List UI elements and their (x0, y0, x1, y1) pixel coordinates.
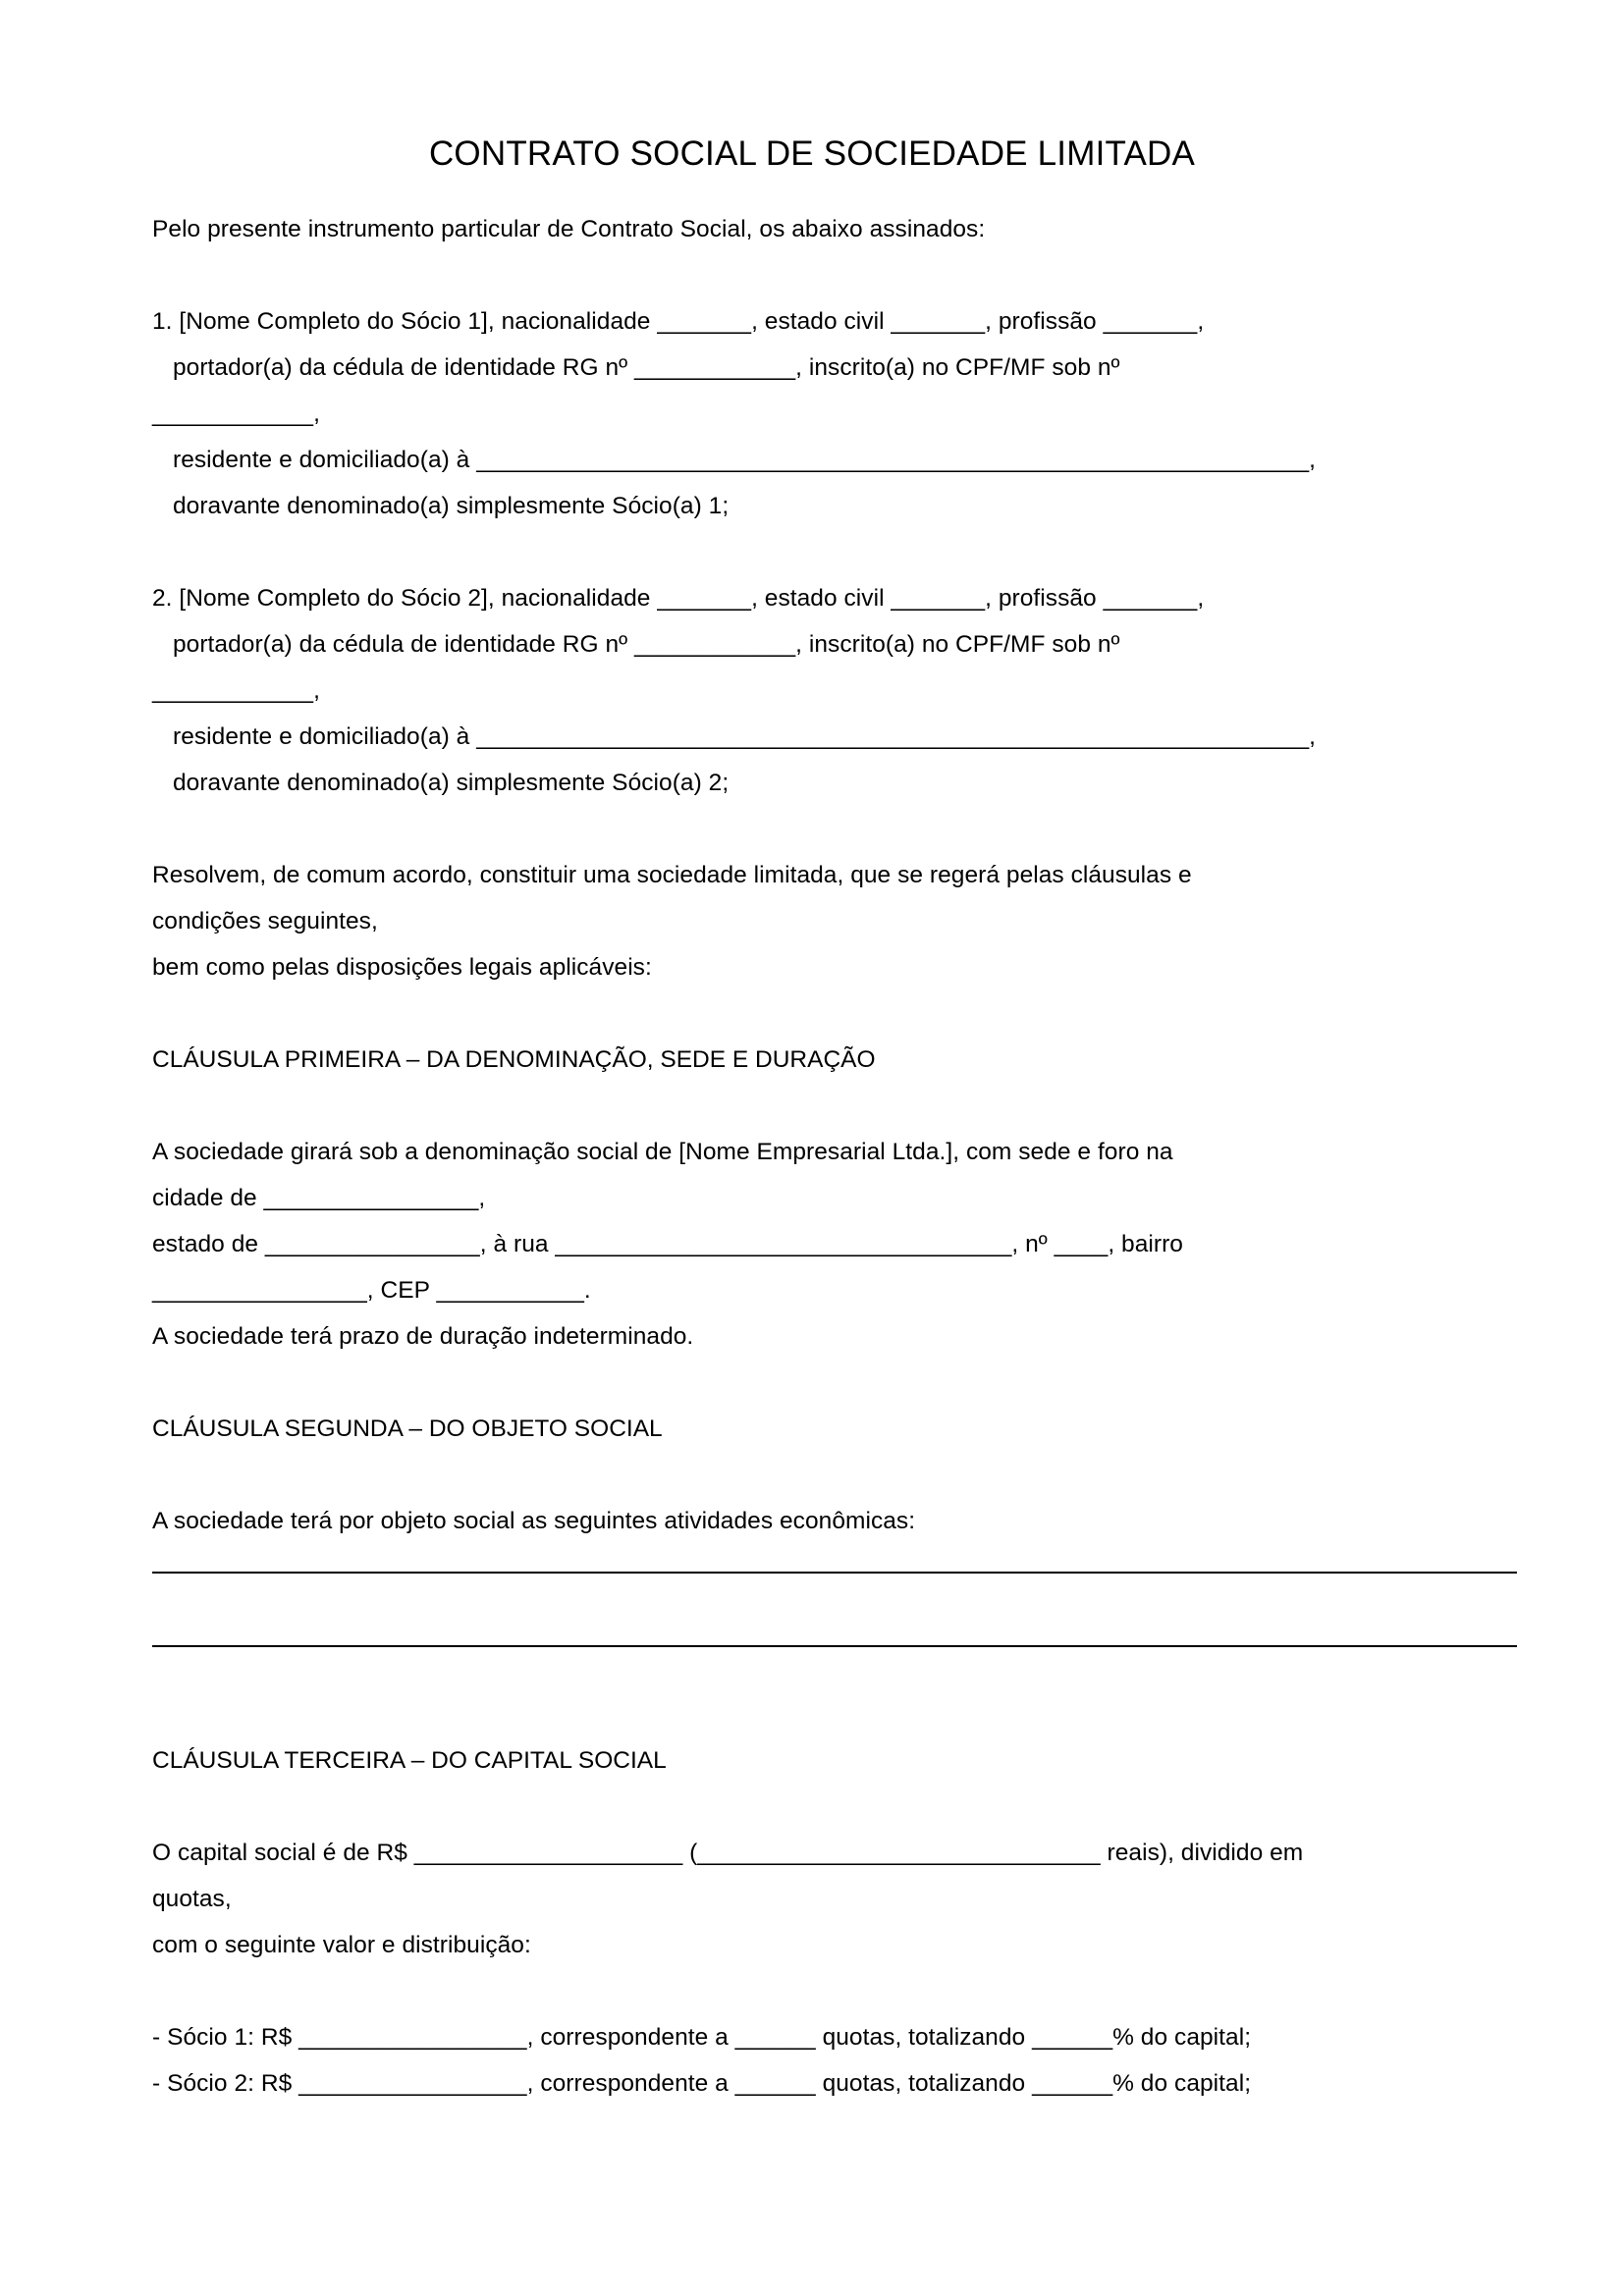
objeto-social-rule-2-wrap (152, 1645, 1527, 1691)
resolvem-line-3: bem como pelas disposições legais aplicáveis: (152, 954, 652, 981)
socio-1-line-1: 1. [Nome Completo do Sócio 1], nacionalidade _______, estado civil _______, profissão _______, (152, 308, 1205, 335)
socio-2-line-1: 2. [Nome Completo do Sócio 2], nacionalidade _______, estado civil _______, profissão _______, (152, 585, 1205, 612)
spacer (152, 1452, 1527, 1498)
objeto-social-rule-1 (152, 1572, 1517, 1574)
spacer (152, 1360, 1527, 1406)
spacer (152, 990, 1527, 1037)
socio-2-line-3: ____________, (152, 677, 320, 704)
clausula-primeira-heading: CLÁUSULA PRIMEIRA – DA DENOMINAÇÃO, SEDE E DURAÇÃO (152, 1046, 876, 1073)
clausula-primeira-line-1: A sociedade girará sob a denominação social de [Nome Empresarial Ltda.], com sede e foro na (152, 1139, 1173, 1165)
resolvem-block (152, 852, 1527, 990)
spacer (152, 1691, 1527, 1737)
page-title: CONTRATO SOCIAL DE SOCIEDADE LIMITADA (428, 134, 1196, 174)
clausula-terceira-line-3: com o seguinte valor e distribuição: (152, 1932, 531, 1958)
spacer (152, 252, 1527, 298)
clausula-primeira-line-5: A sociedade terá prazo de duração indeterminado. (152, 1323, 694, 1350)
clausula-segunda-heading: CLÁUSULA SEGUNDA – DO OBJETO SOCIAL (152, 1415, 663, 1442)
socio-2-line-5: doravante denominado(a) simplesmente Sócio(a) 2; (173, 770, 730, 796)
clausula-terceira-line-1: O capital social é de R$ ____________________ (______________________________ reais), dividido em (152, 1840, 1304, 1866)
spacer (152, 1784, 1527, 1830)
intro-paragraph: Pelo presente instrumento particular de Contrato Social, os abaixo assinados: (152, 216, 986, 242)
socio-2-line-2: portador(a) da cédula de identidade RG nº ____________, inscrito(a) no CPF/MF sob nº (173, 631, 1120, 658)
spacer (152, 529, 1527, 575)
clausula-primeira-line-2: cidade de ________________, (152, 1185, 486, 1211)
clausula-primeira-line-3: estado de ________________, à rua __________________________________, nº ____, bairro (152, 1231, 1183, 1257)
spacer (152, 1083, 1527, 1129)
objeto-social-rule-1-wrap (152, 1572, 1527, 1618)
clausula-segunda-block (152, 1406, 1527, 1691)
spacer (152, 1968, 1527, 2014)
document-body (152, 206, 1527, 2107)
resolvem-line-1: Resolvem, de comum acordo, constituir uma sociedade limitada, que se regerá pelas cláusulas e (152, 862, 1192, 888)
clausula-terceira-line-2: quotas, (152, 1886, 232, 1912)
clausula-segunda-line-1: A sociedade terá por objeto social as seguintes atividades econômicas: (152, 1508, 916, 1534)
clausula-terceira-heading: CLÁUSULA TERCEIRA – DO CAPITAL SOCIAL (152, 1747, 667, 1774)
socio-2-line-4: residente e domiciliado(a) à ______________________________________________________________, (173, 723, 1316, 750)
socio-1-line-5: doravante denominado(a) simplesmente Sócio(a) 1; (173, 493, 730, 519)
socio-1-line-3: ____________, (152, 400, 320, 427)
clausula-terceira-block (152, 1737, 1527, 2107)
clausula-primeira-line-4: ________________, CEP ___________. (152, 1277, 591, 1304)
socio-1-quotas-line: - Sócio 1: R$ _________________, correspondente a ______ quotas, totalizando ______% do capital; (152, 2024, 1252, 2051)
spacer (152, 806, 1527, 852)
socio-2-quotas-line: - Sócio 2: R$ _________________, correspondente a ______ quotas, totalizando ______% do capital; (152, 2070, 1252, 2097)
socio-1-block (152, 298, 1527, 529)
socio-1-line-2: portador(a) da cédula de identidade RG nº ____________, inscrito(a) no CPF/MF sob nº (173, 354, 1120, 381)
socio-2-block (152, 575, 1527, 806)
resolvem-line-2: condições seguintes, (152, 908, 378, 934)
clausula-primeira-block (152, 1037, 1527, 1360)
socio-1-line-4: residente e domiciliado(a) à ______________________________________________________________, (173, 447, 1316, 473)
objeto-social-rule-2 (152, 1645, 1517, 1647)
